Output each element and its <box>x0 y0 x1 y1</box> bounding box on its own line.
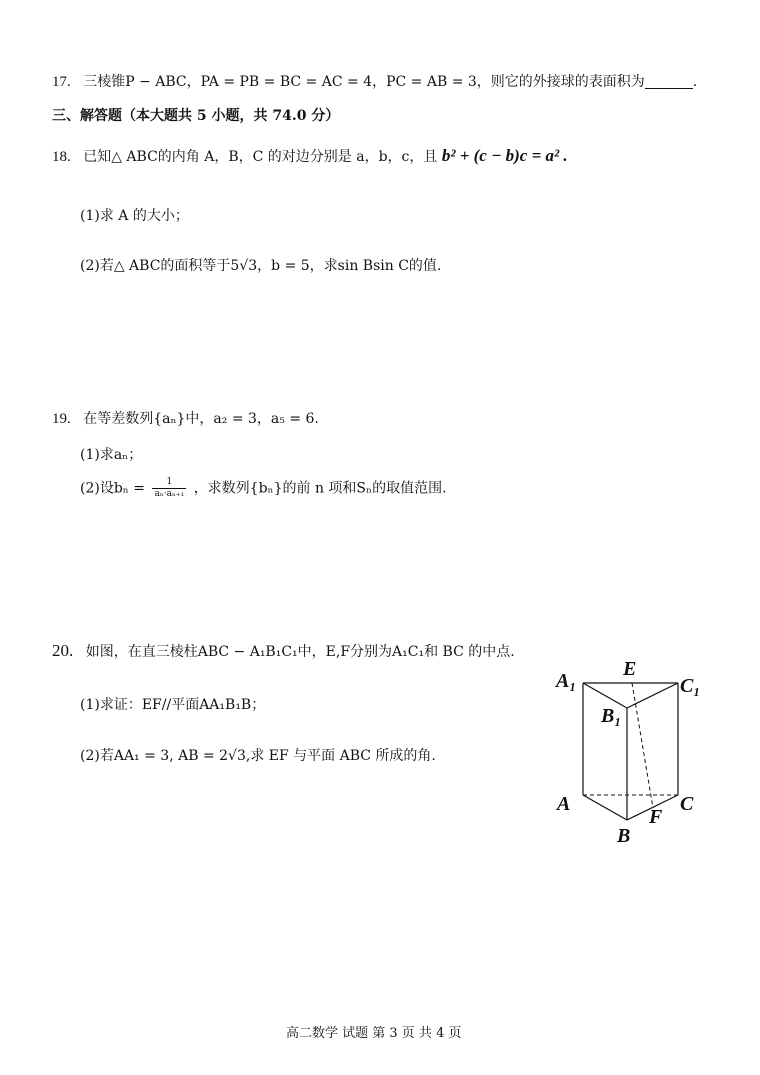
question-20-part-1: (1)求证：EF//平面AA₁B₁B； <box>80 697 266 713</box>
edge-b1-c1 <box>627 683 678 708</box>
edge-a-b <box>583 795 627 820</box>
question-number: 19. <box>52 411 71 427</box>
fraction <box>152 477 186 500</box>
fraction-numerator: 1 <box>152 477 186 489</box>
question-20-part-2: (2)若AA₁ = 3, AB = 2√3,求 EF 与平面 ABC 所成的角. <box>80 748 436 764</box>
question-formula: b² + (c − b)c = a² . <box>441 146 568 165</box>
question-text-end: . <box>692 74 698 90</box>
label-e: E <box>623 658 637 680</box>
part-2-suffix: ，求数列{bₙ}的前 n 项和Sₙ的取值范围. <box>193 480 447 497</box>
question-18-stem <box>52 146 568 166</box>
question-18-part-2: (2)若△ ABC的面积等于5√3，b = 5，求sin Bsin C的值. <box>80 258 442 274</box>
question-19-part-2 <box>80 477 447 500</box>
section-heading: 三、解答题（本大题共 5 小题，共 74.0 分） <box>52 108 340 124</box>
question-18-part-1: (1)求 A 的大小； <box>80 208 189 224</box>
question-19-part-1: (1)求aₙ； <box>80 447 143 463</box>
question-number: 20. <box>52 641 74 660</box>
label-c1: C₁ <box>680 675 701 697</box>
question-19-stem <box>52 408 319 428</box>
answer-blank <box>645 74 693 89</box>
question-text: 在等差数列{aₙ}中，a₂ = 3，a₅ = 6. <box>83 411 319 427</box>
question-20-stem <box>52 641 515 661</box>
label-a1: A₁ <box>556 670 577 692</box>
label-b1: B₁ <box>601 705 622 727</box>
part-2-prefix: (2)设bₙ = <box>80 480 146 497</box>
fraction-denominator: aₙ·aₙ₊₁ <box>154 489 185 499</box>
question-number: 18. <box>52 149 71 165</box>
prism-figure <box>550 650 720 850</box>
page-footer: 高二数学 试题 第 3 页 共 4 页 <box>286 1026 462 1041</box>
label-c: C <box>680 793 694 815</box>
segment-e-f <box>632 683 653 808</box>
label-a: A <box>557 793 571 815</box>
question-text: 已知△ ABC的内角 A，B，C 的对边分别是 a，b，c，且 <box>83 149 438 165</box>
question-number: 17. <box>52 74 71 90</box>
label-f: F <box>649 806 663 828</box>
label-b: B <box>617 825 631 847</box>
question-text: 如图，在直三棱柱ABC − A₁B₁C₁中，E,F分别为A₁C₁和 BC 的中点. <box>85 644 515 660</box>
question-17 <box>52 71 697 91</box>
question-text: 三棱锥P − ABC，PA = PB = BC = AC = 4，PC = AB = 3，则它的外接球的表面积为 <box>83 74 645 90</box>
